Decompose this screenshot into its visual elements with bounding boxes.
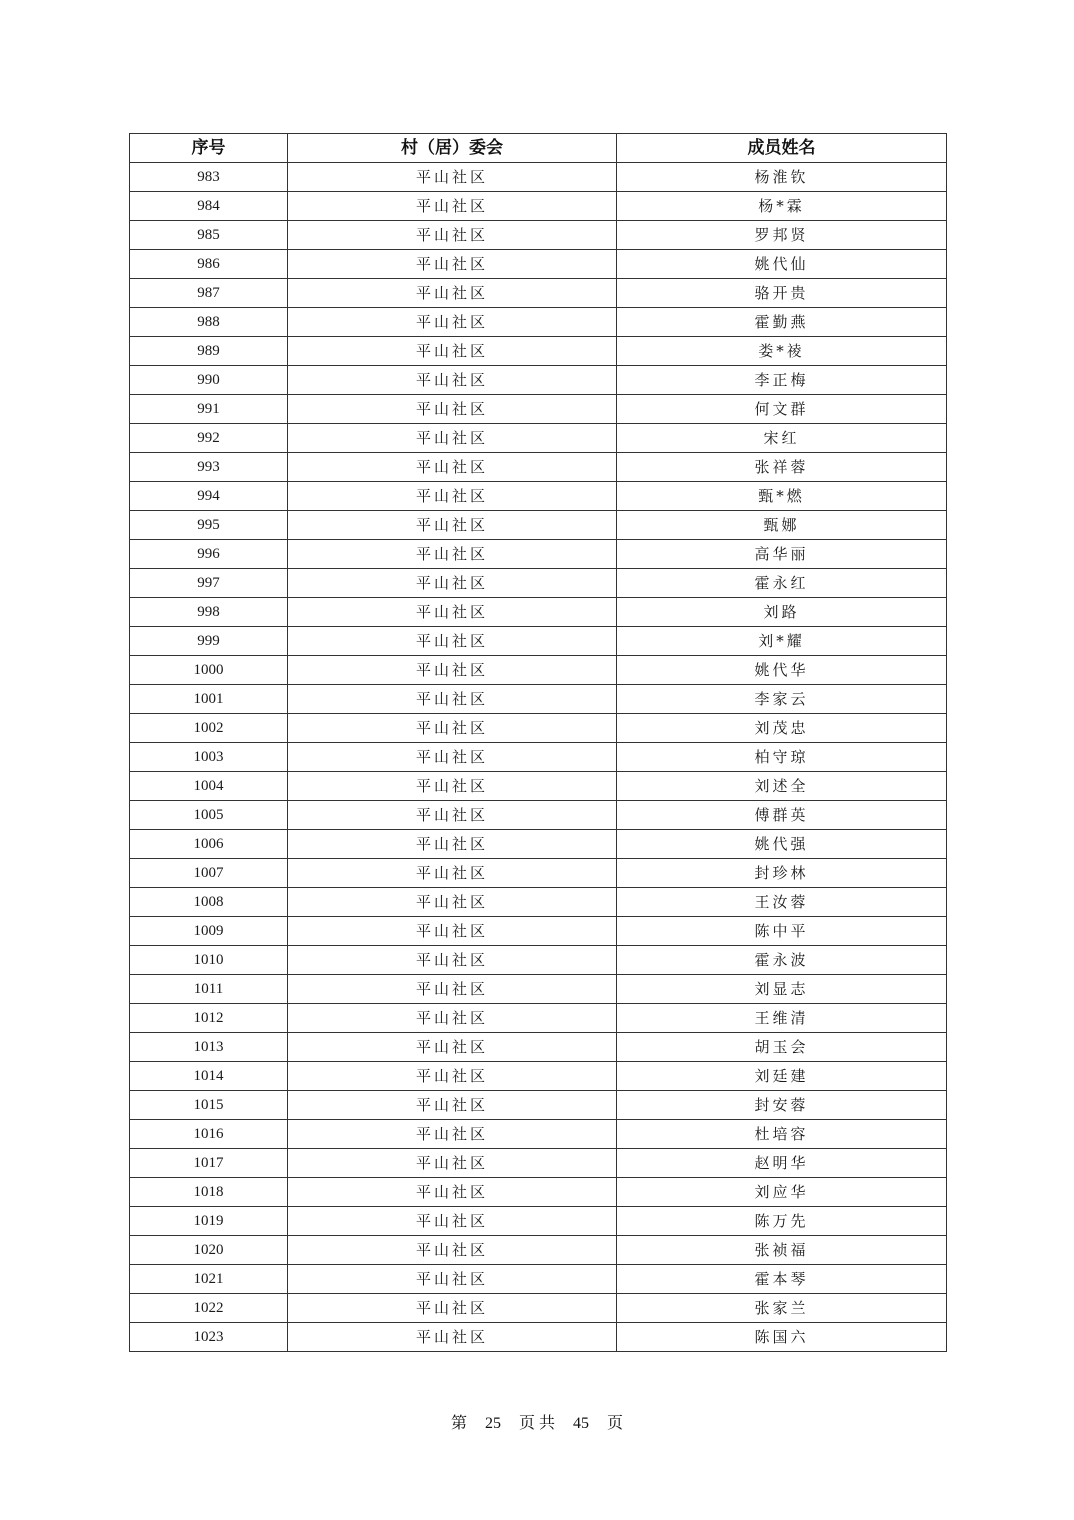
table-row <box>130 1178 947 1207</box>
row-committee-cell: 平山社区 <box>288 1149 617 1178</box>
table-row <box>130 1149 947 1178</box>
table-row <box>130 888 947 917</box>
row-committee-cell: 平山社区 <box>288 598 617 627</box>
row-seq-cell: 1012 <box>130 1004 288 1033</box>
row-member-name-cell: 刘廷建 <box>617 1062 947 1091</box>
row-seq-cell: 1004 <box>130 772 288 801</box>
row-seq-cell: 995 <box>130 511 288 540</box>
row-committee-cell: 平山社区 <box>288 859 617 888</box>
row-committee-cell: 平山社区 <box>288 1091 617 1120</box>
row-seq-cell: 1013 <box>130 1033 288 1062</box>
row-committee-cell: 平山社区 <box>288 1323 617 1352</box>
table-row <box>130 772 947 801</box>
row-member-name-cell: 张祯福 <box>617 1236 947 1265</box>
row-member-name-cell: 娄*祾 <box>617 337 947 366</box>
row-seq-cell: 999 <box>130 627 288 656</box>
row-member-name-cell: 甄*燃 <box>617 482 947 511</box>
table-row <box>130 395 947 424</box>
row-seq-cell: 992 <box>130 424 288 453</box>
row-committee-cell: 平山社区 <box>288 221 617 250</box>
row-member-name-cell: 封珍林 <box>617 859 947 888</box>
table-row <box>130 511 947 540</box>
row-member-name-cell: 李正梅 <box>617 366 947 395</box>
table-row <box>130 540 947 569</box>
row-member-name-cell: 骆开贵 <box>617 279 947 308</box>
row-member-name-cell: 杨*霖 <box>617 192 947 221</box>
table-row <box>130 859 947 888</box>
table-row <box>130 482 947 511</box>
table-row <box>130 917 947 946</box>
row-seq-cell: 1021 <box>130 1265 288 1294</box>
row-committee-cell: 平山社区 <box>288 830 617 859</box>
row-seq-cell: 984 <box>130 192 288 221</box>
row-seq-cell: 1011 <box>130 975 288 1004</box>
row-committee-cell: 平山社区 <box>288 1033 617 1062</box>
table-row <box>130 250 947 279</box>
row-member-name-cell: 刘路 <box>617 598 947 627</box>
table-row <box>130 1207 947 1236</box>
header-member-name: 成员姓名 <box>617 134 947 163</box>
row-member-name-cell: 张家兰 <box>617 1294 947 1323</box>
row-committee-cell: 平山社区 <box>288 1178 617 1207</box>
table-row <box>130 1004 947 1033</box>
row-member-name-cell: 杨淮钦 <box>617 163 947 192</box>
row-committee-cell: 平山社区 <box>288 366 617 395</box>
row-seq-cell: 1018 <box>130 1178 288 1207</box>
row-seq-cell: 1006 <box>130 830 288 859</box>
row-seq-cell: 993 <box>130 453 288 482</box>
row-seq-cell: 983 <box>130 163 288 192</box>
row-member-name-cell: 陈国六 <box>617 1323 947 1352</box>
row-member-name-cell: 霍本琴 <box>617 1265 947 1294</box>
row-member-name-cell: 刘*耀 <box>617 627 947 656</box>
row-committee-cell: 平山社区 <box>288 192 617 221</box>
row-seq-cell: 988 <box>130 308 288 337</box>
footer-current-page: 25 <box>484 1415 501 1432</box>
row-committee-cell: 平山社区 <box>288 163 617 192</box>
row-member-name-cell: 霍永波 <box>617 946 947 975</box>
row-seq-cell: 1022 <box>130 1294 288 1323</box>
row-member-name-cell: 何文群 <box>617 395 947 424</box>
table-row <box>130 192 947 221</box>
row-committee-cell: 平山社区 <box>288 540 617 569</box>
row-seq-cell: 1014 <box>130 1062 288 1091</box>
table-row <box>130 453 947 482</box>
row-member-name-cell: 陈中平 <box>617 917 947 946</box>
row-seq-cell: 1017 <box>130 1149 288 1178</box>
row-committee-cell: 平山社区 <box>288 1294 617 1323</box>
row-committee-cell: 平山社区 <box>288 685 617 714</box>
row-committee-cell: 平山社区 <box>288 656 617 685</box>
table-row <box>130 830 947 859</box>
row-seq-cell: 989 <box>130 337 288 366</box>
row-committee-cell: 平山社区 <box>288 975 617 1004</box>
row-committee-cell: 平山社区 <box>288 917 617 946</box>
row-committee-cell: 平山社区 <box>288 888 617 917</box>
row-member-name-cell: 高华丽 <box>617 540 947 569</box>
row-seq-cell: 1001 <box>130 685 288 714</box>
row-committee-cell: 平山社区 <box>288 308 617 337</box>
row-committee-cell: 平山社区 <box>288 714 617 743</box>
footer-suffix: 页 <box>607 1415 624 1432</box>
row-member-name-cell: 封安蓉 <box>617 1091 947 1120</box>
row-seq-cell: 996 <box>130 540 288 569</box>
row-seq-cell: 997 <box>130 569 288 598</box>
row-member-name-cell: 甄娜 <box>617 511 947 540</box>
row-member-name-cell: 霍勤燕 <box>617 308 947 337</box>
row-committee-cell: 平山社区 <box>288 1062 617 1091</box>
row-committee-cell: 平山社区 <box>288 946 617 975</box>
table-row <box>130 946 947 975</box>
row-committee-cell: 平山社区 <box>288 424 617 453</box>
row-committee-cell: 平山社区 <box>288 743 617 772</box>
table-row <box>130 1236 947 1265</box>
row-seq-cell: 1002 <box>130 714 288 743</box>
table-row <box>130 685 947 714</box>
row-member-name-cell: 柏守琼 <box>617 743 947 772</box>
row-member-name-cell: 赵明华 <box>617 1149 947 1178</box>
row-seq-cell: 1019 <box>130 1207 288 1236</box>
row-seq-cell: 1016 <box>130 1120 288 1149</box>
table-row <box>130 1091 947 1120</box>
row-member-name-cell: 胡玉会 <box>617 1033 947 1062</box>
row-committee-cell: 平山社区 <box>288 1120 617 1149</box>
row-committee-cell: 平山社区 <box>288 1004 617 1033</box>
table-row <box>130 627 947 656</box>
row-member-name-cell: 李家云 <box>617 685 947 714</box>
row-member-name-cell: 霍永红 <box>617 569 947 598</box>
row-committee-cell: 平山社区 <box>288 279 617 308</box>
row-committee-cell: 平山社区 <box>288 1265 617 1294</box>
table-row <box>130 1265 947 1294</box>
table-row <box>130 308 947 337</box>
row-committee-cell: 平山社区 <box>288 1207 617 1236</box>
footer-total-pages: 45 <box>573 1415 589 1432</box>
row-member-name-cell: 傅群英 <box>617 801 947 830</box>
row-member-name-cell: 姚代仙 <box>617 250 947 279</box>
table-row <box>130 1033 947 1062</box>
table-row <box>130 743 947 772</box>
row-seq-cell: 998 <box>130 598 288 627</box>
row-committee-cell: 平山社区 <box>288 1236 617 1265</box>
table-row <box>130 975 947 1004</box>
row-committee-cell: 平山社区 <box>288 250 617 279</box>
row-member-name-cell: 姚代华 <box>617 656 947 685</box>
footer-mid: 页 共 <box>518 1415 555 1432</box>
row-seq-cell: 1007 <box>130 859 288 888</box>
row-member-name-cell: 张祥蓉 <box>617 453 947 482</box>
table-row <box>130 1120 947 1149</box>
row-seq-cell: 990 <box>130 366 288 395</box>
table-row <box>130 1323 947 1352</box>
member-table <box>129 133 947 1352</box>
row-committee-cell: 平山社区 <box>288 453 617 482</box>
row-committee-cell: 平山社区 <box>288 337 617 366</box>
row-seq-cell: 1008 <box>130 888 288 917</box>
table-row <box>130 279 947 308</box>
row-seq-cell: 987 <box>130 279 288 308</box>
row-committee-cell: 平山社区 <box>288 482 617 511</box>
table-row <box>130 424 947 453</box>
table-row <box>130 163 947 192</box>
page-footer <box>0 1410 1074 1433</box>
table-row <box>130 1294 947 1323</box>
row-seq-cell: 994 <box>130 482 288 511</box>
row-seq-cell: 986 <box>130 250 288 279</box>
row-committee-cell: 平山社区 <box>288 569 617 598</box>
table-row <box>130 801 947 830</box>
row-seq-cell: 985 <box>130 221 288 250</box>
table-row <box>130 337 947 366</box>
header-seq: 序号 <box>130 134 288 163</box>
table-row <box>130 1062 947 1091</box>
row-member-name-cell: 刘茂忠 <box>617 714 947 743</box>
footer-prefix: 第 <box>450 1415 467 1432</box>
table-body <box>130 163 947 1352</box>
row-seq-cell: 1000 <box>130 656 288 685</box>
table-row <box>130 598 947 627</box>
table-row <box>130 221 947 250</box>
row-committee-cell: 平山社区 <box>288 801 617 830</box>
row-member-name-cell: 罗邦贤 <box>617 221 947 250</box>
table-header-row <box>130 134 947 163</box>
row-committee-cell: 平山社区 <box>288 511 617 540</box>
row-member-name-cell: 刘述全 <box>617 772 947 801</box>
row-member-name-cell: 宋红 <box>617 424 947 453</box>
row-seq-cell: 1005 <box>130 801 288 830</box>
row-member-name-cell: 刘应华 <box>617 1178 947 1207</box>
row-member-name-cell: 王维清 <box>617 1004 947 1033</box>
row-seq-cell: 991 <box>130 395 288 424</box>
row-seq-cell: 1010 <box>130 946 288 975</box>
row-member-name-cell: 王汝蓉 <box>617 888 947 917</box>
row-member-name-cell: 姚代强 <box>617 830 947 859</box>
header-committee: 村（居）委会 <box>288 134 617 163</box>
row-member-name-cell: 陈万先 <box>617 1207 947 1236</box>
row-member-name-cell: 刘显志 <box>617 975 947 1004</box>
row-seq-cell: 1020 <box>130 1236 288 1265</box>
table-row <box>130 569 947 598</box>
table-row <box>130 656 947 685</box>
table-row <box>130 714 947 743</box>
row-seq-cell: 1023 <box>130 1323 288 1352</box>
row-seq-cell: 1003 <box>130 743 288 772</box>
row-committee-cell: 平山社区 <box>288 772 617 801</box>
row-seq-cell: 1015 <box>130 1091 288 1120</box>
table-row <box>130 366 947 395</box>
row-committee-cell: 平山社区 <box>288 395 617 424</box>
row-committee-cell: 平山社区 <box>288 627 617 656</box>
row-seq-cell: 1009 <box>130 917 288 946</box>
row-member-name-cell: 杜培容 <box>617 1120 947 1149</box>
